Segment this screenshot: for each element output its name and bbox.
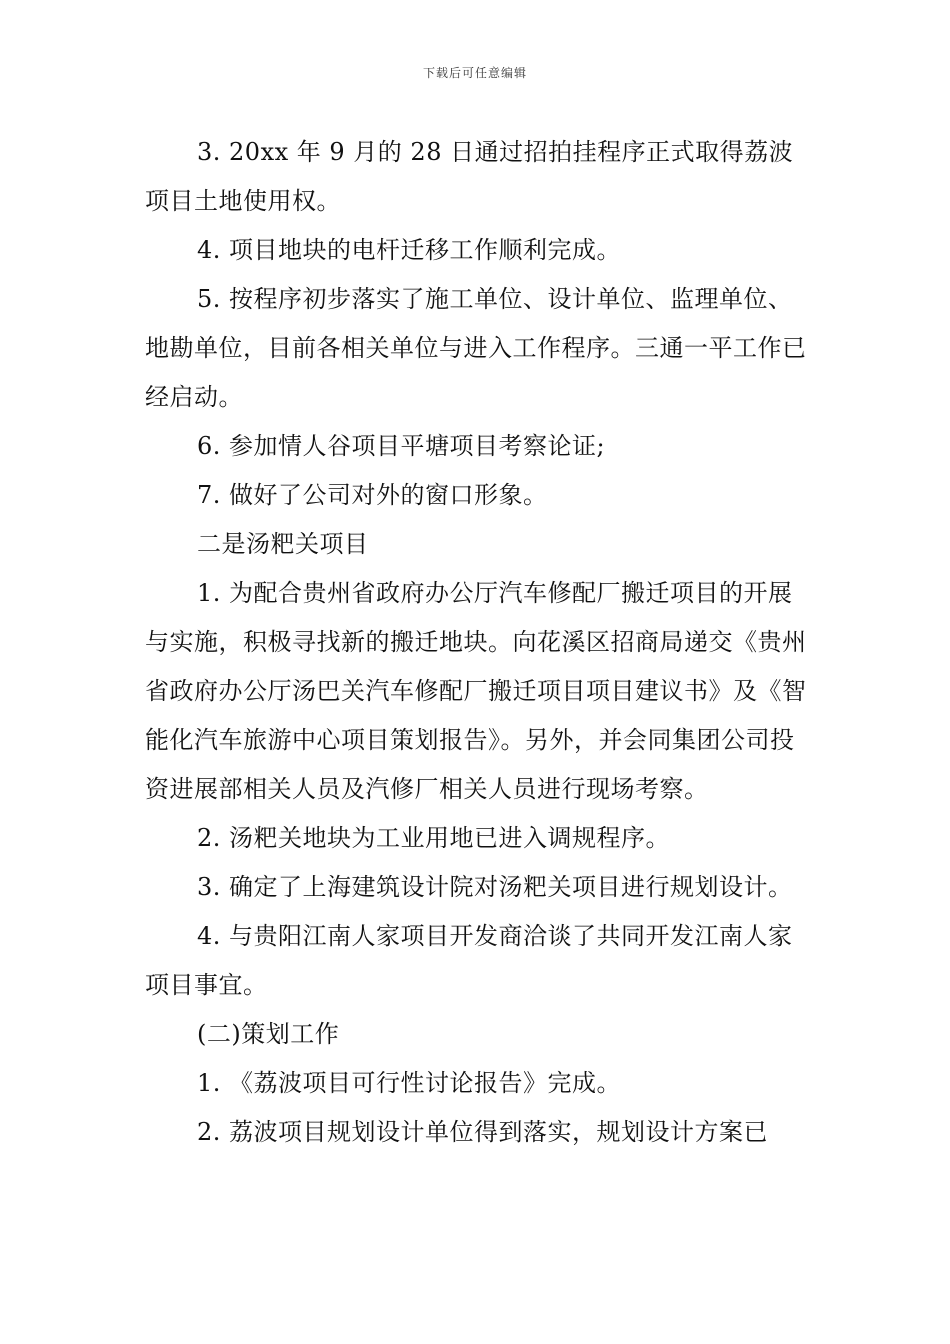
document-body xyxy=(145,128,809,1157)
paragraph-item-6-inspection: 6. 参加情人谷项目平塘项目考察论证; xyxy=(197,432,606,460)
section-heading-planning-work: (二)策划工作 xyxy=(197,1020,340,1048)
paragraph-item-7-company-image: 7. 做好了公司对外的窗口形象。 xyxy=(197,481,548,509)
paragraph-item-5-contractors: 5. 按程序初步落实了施工单位、设计单位、监理单位、地勘单位，目前各相关单位与进入工作程序。三通一平工作已经启动。 xyxy=(145,285,807,411)
paragraph-item-2-design-unit: 2. 荔波项目规划设计单位得到落实，规划设计方案已 xyxy=(197,1118,769,1146)
page-header: 下载后可任意编辑 xyxy=(422,66,527,80)
paragraph-item-1-feasibility-report: 1. 《荔波项目可行性讨论报告》完成。 xyxy=(197,1069,622,1097)
section-heading-tangbaguan: 二是汤粑关项目 xyxy=(197,530,369,558)
paragraph-item-2-rezoning: 2. 汤粑关地块为工业用地已进入调规程序。 xyxy=(197,824,671,852)
paragraph-item-3-design-institute: 3. 确定了上海建筑设计院对汤粑关项目进行规划设计。 xyxy=(197,873,793,901)
paragraph-item-4-developer-talks: 4. 与贵阳江南人家项目开发商洽谈了共同开发江南人家项目事宜。 xyxy=(145,922,793,999)
paragraph-item-1-relocation: 1. 为配合贵州省政府办公厅汽车修配厂搬迁项目的开展与实施，积极寻找新的搬迁地块。向花溪区招商局递交《贵州省政府办公厅汤巴关汽车修配厂搬迁项目项目建议书》及《智能化汽车旅游中心项目策划报告》。另外，并会同集团公司投资进展部相关人员及汽修厂相关人员进行现场考察。 xyxy=(145,579,807,803)
paragraph-item-4-pole-relocation: 4. 项目地块的电杆迁移工作顺利完成。 xyxy=(197,236,622,264)
paragraph-item-3-land-rights: 3. 20xx 年 9 月的 28 日通过招拍挂程序正式取得荔波项目土地使用权。 xyxy=(145,138,794,215)
